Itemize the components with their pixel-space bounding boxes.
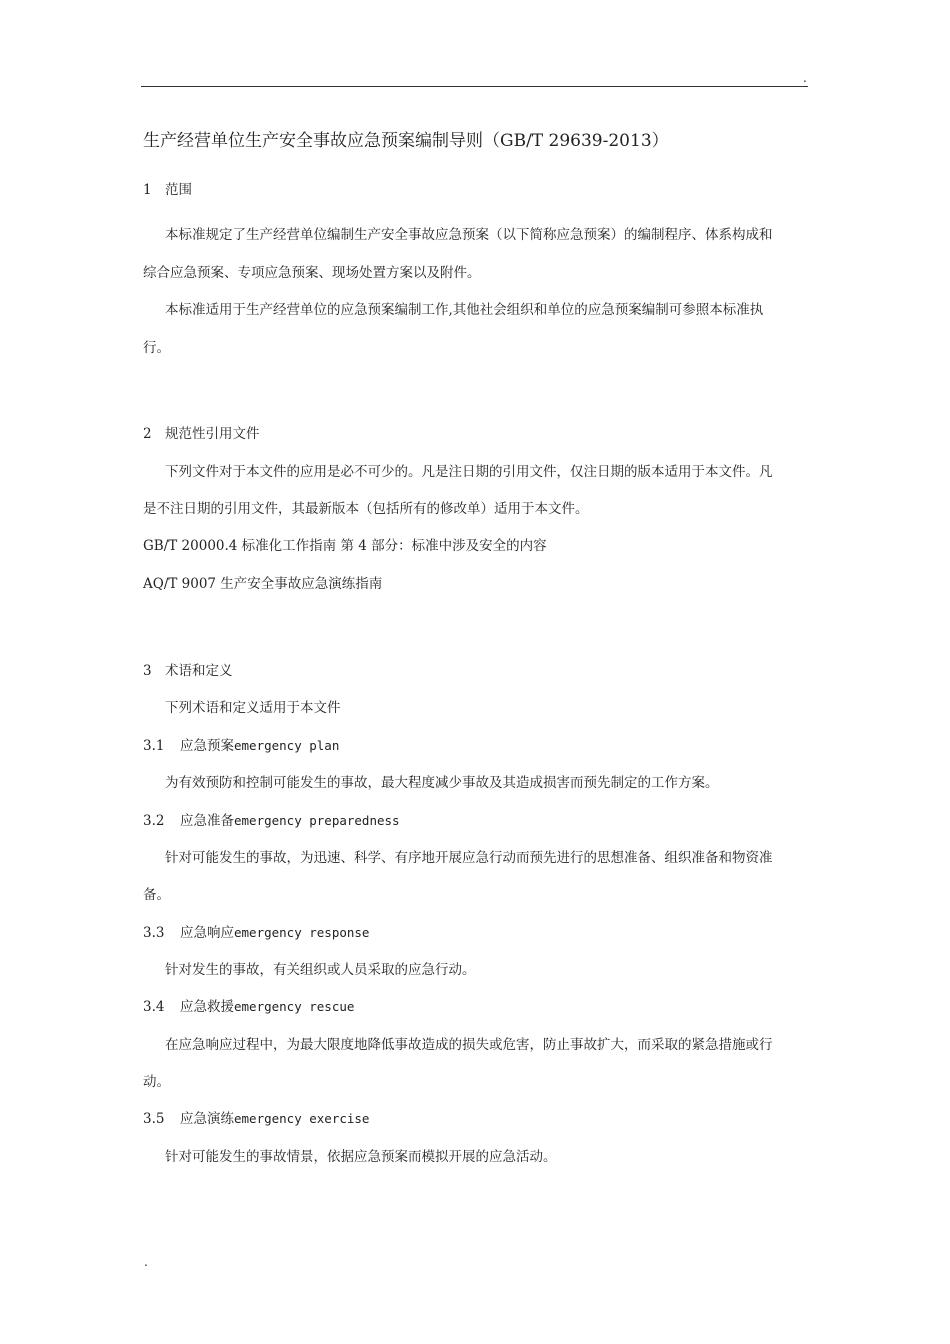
paragraph-line: 行。 — [143, 340, 170, 356]
term-heading — [143, 811, 811, 831]
term-name: 应急救援 — [180, 999, 234, 1015]
section-title: 术语和定义 — [165, 663, 233, 679]
paragraph-line: 下列术语和定义适用于本文件 — [165, 700, 341, 716]
term-english: emergency plan — [234, 738, 340, 753]
term-name: 应急准备 — [180, 813, 234, 829]
term-number: 3.2 — [143, 813, 165, 829]
term-english: emergency preparedness — [234, 813, 400, 828]
section-title: 范围 — [165, 182, 192, 198]
header-rule — [141, 86, 808, 87]
term-name: 应急预案 — [180, 738, 234, 754]
term-english: emergency rescue — [234, 999, 355, 1014]
reference-item: GB/T 20000.4 标准化工作指南 第 4 部分：标准中涉及安全的内容 — [143, 538, 547, 554]
term-definition: 动。 — [143, 1074, 170, 1090]
term-heading — [143, 736, 811, 756]
section-3-heading — [143, 661, 811, 681]
section-number: 1 — [143, 182, 152, 198]
footer-dot: . — [144, 1255, 148, 1269]
term-definition: 针对可能发生的事故情景，依据应急预案而模拟开展的应急活动。 — [165, 1149, 557, 1165]
term-number: 3.3 — [143, 925, 165, 941]
paragraph-line: 本标准规定了生产经营单位编制生产安全事故应急预案（以下简称应急预案）的编制程序、体系构成和 — [165, 227, 773, 243]
term-number: 3.5 — [143, 1111, 165, 1127]
reference-item: AQ/T 9007 生产安全事故应急演练指南 — [143, 576, 383, 592]
term-number: 3.1 — [143, 738, 165, 754]
paragraph-line: 下列文件对于本文件的应用是必不可少的。凡是注日期的引用文件，仅注日期的版本适用于本文件。凡 — [165, 464, 773, 480]
section-number: 3 — [143, 663, 152, 679]
term-name: 应急响应 — [180, 925, 234, 941]
paragraph-line: 本标准适用于生产经营单位的应急预案编制工作,其他社会组织和单位的应急预案编制可参照本标准执 — [165, 302, 764, 318]
section-number: 2 — [143, 426, 152, 442]
paragraph-line: 是不注日期的引用文件，其最新版本（包括所有的修改单）适用于本文件。 — [143, 501, 589, 517]
term-definition: 为有效预防和控制可能发生的事故，最大程度减少事故及其造成损害而预先制定的工作方案。 — [165, 775, 719, 791]
section-title: 规范性引用文件 — [165, 426, 260, 442]
term-heading — [143, 923, 811, 943]
term-heading — [143, 997, 811, 1017]
term-number: 3.4 — [143, 999, 165, 1015]
term-definition: 备。 — [143, 887, 170, 903]
header-dot: . — [803, 71, 807, 85]
term-definition: 针对发生的事故，有关组织或人员采取的应急行动。 — [165, 962, 476, 978]
term-english: emergency exercise — [234, 1111, 370, 1126]
section-2-heading — [143, 424, 811, 444]
term-name: 应急演练 — [180, 1111, 234, 1127]
paragraph-line: 综合应急预案、专项应急预案、现场处置方案以及附件。 — [143, 265, 481, 281]
term-english: emergency response — [234, 925, 370, 940]
term-definition: 针对可能发生的事故，为迅速、科学、有序地开展应急行动而预先进行的思想准备、组织准备和物资准 — [165, 850, 773, 866]
term-heading — [143, 1109, 811, 1129]
term-definition: 在应急响应过程中，为最大限度地降低事故造成的损失或危害，防止事故扩大，而采取的紧急措施或行 — [165, 1037, 773, 1053]
section-1-heading — [143, 180, 811, 200]
document-title: 生产经营单位生产安全事故应急预案编制导则（GB/T 29639-2013） — [143, 131, 669, 151]
